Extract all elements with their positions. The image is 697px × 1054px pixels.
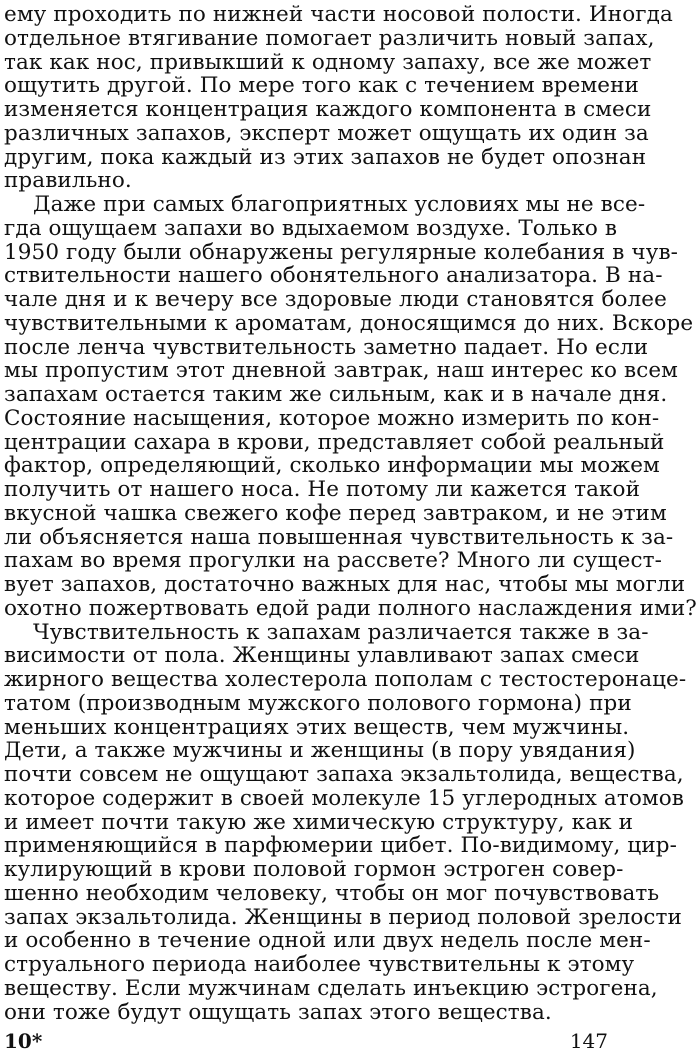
text-line: после ленча чувствительность заметно падает. Но если xyxy=(4,334,649,360)
text-line: правильно. xyxy=(4,168,132,194)
text-line: так как нос, привыкший к одному запаху, все же может xyxy=(4,49,652,75)
text-line: чувствительными к ароматам, доносящимся до них. Вскоре xyxy=(4,310,694,336)
text-line: вует запахов, достаточно важных для нас, чтобы мы могли xyxy=(4,572,686,597)
text-line: струального периода наиболее чувствительны к этому xyxy=(4,952,635,977)
text-line: и особенно в течение одной или двух недель после мен- xyxy=(4,928,651,954)
text-line: они тоже будут ощущать запах этого вещества. xyxy=(4,999,552,1025)
text-line: веществу. Если мужчинам сделать инъекцию эстрогена, xyxy=(4,975,658,1001)
text-line: почти совсем не ощущают запаха экзальтолида, вещества, xyxy=(4,762,684,787)
text-line: меньших концентрациях этих веществ, чем мужчины. xyxy=(4,714,630,740)
text-line: татом (производным мужского полового гормона) при xyxy=(4,690,632,716)
text-line: фактор, определяющий, сколько информации мы можем xyxy=(4,453,660,479)
text-line: Дети, а также мужчины и женщины (в пору увядания) xyxy=(4,738,636,764)
text-line: которое содержит в своей молекуле 15 углеродных атомов xyxy=(4,785,684,811)
text-line: Даже при самых благоприятных условиях мы не все- xyxy=(33,192,646,217)
text-line: Чувствительность к запахам различается также в за- xyxy=(33,619,649,645)
text-line: гда ощущаем запахи во вдыхаемом воздухе. Только в xyxy=(4,215,618,241)
text-line: охотно пожертвовать едой ради полного наслаждения ими? xyxy=(4,595,697,621)
text-line: получить от нашего носа. Не потому ли кажется такой xyxy=(4,477,641,502)
text-line: отдельное втягивание помогает различить новый запах, xyxy=(4,25,655,51)
text-line: различных запахов, эксперт может ощущать их один за xyxy=(4,120,649,146)
text-line: мы пропустим этот дневной завтрак, наш интерес ко всем xyxy=(4,358,678,384)
text-line: другим, пока каждый из этих запахов не будет опознан xyxy=(4,144,647,170)
text-line: вкусной чашка свежего кофе перед завтраком, и не этим xyxy=(4,500,667,526)
text-line: чале дня и к вечеру все здоровые люди становятся более xyxy=(4,287,667,312)
text-line: ли объясняется наша повышенная чувствительность к за- xyxy=(4,524,674,550)
text-line: шенно необходим человеку, чтобы он мог почувствовать xyxy=(4,880,660,906)
text-line: центрации сахара в крови, представляет собой реальный xyxy=(4,429,665,455)
text-line: запах экзальтолида. Женщины в период половой зрелости xyxy=(4,904,682,930)
text-line: жирного вещества холестерола пополам с тестостеронаце- xyxy=(4,667,687,692)
text-line: 1950 году были обнаружены регулярные колебания в чув- xyxy=(4,239,679,265)
text-line: висимости от пола. Женщины улавливают запах смеси xyxy=(4,643,640,669)
page-number: 147 xyxy=(569,1029,608,1053)
text-line: кулирующий в крови половой гормон эстроген совер- xyxy=(4,857,624,882)
text-line: изменяется концентрация каждого компонента в смеси xyxy=(4,97,652,122)
text-line: Состояние насыщения, которое можно измерить по кон- xyxy=(4,405,660,431)
text-line: применяющийся в парфюмерии цибет. По-видимому, цир- xyxy=(4,833,678,859)
text-line: пахам во время прогулки на рассвете? Много ли сущест- xyxy=(4,548,662,574)
text-line: ствительности нашего обонятельного анализатора. В на- xyxy=(4,263,663,289)
text-line: и имеет почти такую же химическую структуру, как и xyxy=(4,809,634,835)
text-line: ему проходить по нижней части носовой полости. Иногда xyxy=(4,2,673,27)
text-line: ощутить другой. По мере того как с течением времени xyxy=(4,73,639,99)
text-line: запахам остается таким же сильным, как и в начале дня. xyxy=(4,382,668,407)
signature-mark: 10* xyxy=(4,1029,43,1053)
